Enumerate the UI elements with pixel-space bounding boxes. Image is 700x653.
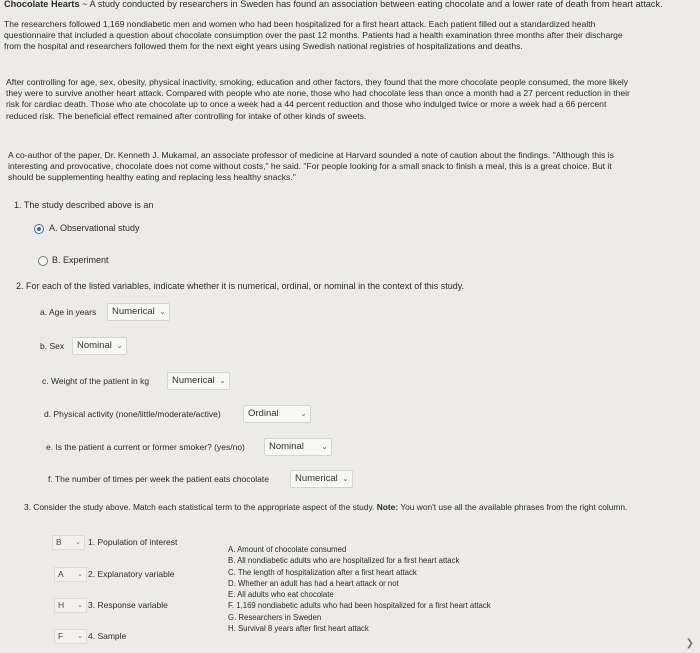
paragraph-line: The researchers followed 1,169 nondiabetic men and women who had been hospitalized for a first heart attack. Each patient filled out a standardized health: [4, 19, 596, 29]
paragraph-line: A co-author of the paper, Dr. Kenneth J. Mukamal, an associate professor of medicine at Harvard sounded a note of caution about the findings. "Although this is: [8, 150, 614, 160]
paragraph-line: reduced risk. The beneficial effect remained after controlling for intake of other kinds of sweets.: [6, 110, 367, 121]
variable-c-select[interactable]: [167, 372, 230, 390]
variable-d-label: d. Physical activity (none/little/moderate/active): [44, 409, 221, 419]
paragraph-line: from the hospital and researchers followed them for the next eight years using Swedish national registries of hospitalizations and deaths.: [4, 41, 523, 52]
paragraph-3: [8, 150, 614, 184]
paragraph-2: [6, 77, 630, 122]
select-value: A: [58, 569, 64, 579]
select-value: H: [58, 600, 65, 610]
match-3-select[interactable]: [54, 598, 87, 613]
paragraph-line: they were to survive another heart attack. Compared with people who ate none, those who had chocolate less than once a month had a 27 percent reduction in their: [6, 88, 630, 99]
paragraph-line: After controlling for age, sex, obesity, physical inactivity, smoking, education and other factors, they found that the more chocolate people consumed, the more likely: [6, 77, 629, 87]
scroll-down-icon[interactable]: ❯: [685, 638, 694, 649]
chevron-down-icon: ⌄: [321, 442, 328, 451]
chevron-down-icon: ⌄: [342, 474, 349, 483]
question-1-prompt: 1. The study described above is an: [14, 200, 154, 210]
paragraph-line: should be supplementing healthy eating and replacing less healthy snacks.": [8, 172, 296, 183]
variable-f-select[interactable]: [290, 470, 353, 488]
variable-f-label: f. The number of times per week the patient eats chocolate: [48, 474, 269, 484]
choice-item: C. The length of hospitalization after a first heart attack: [228, 567, 417, 577]
select-value: B: [56, 537, 62, 547]
select-value: Nominal: [269, 441, 304, 452]
chevron-down-icon: ⌄: [300, 409, 307, 418]
chevron-down-icon: ⌄: [77, 602, 83, 609]
choice-item: H. Survival 8 years after first heart attack: [228, 624, 369, 634]
option-b-label[interactable]: B. Experiment: [52, 255, 109, 265]
match-4-select[interactable]: [54, 629, 87, 644]
term-3-label: 3. Response variable: [88, 600, 168, 610]
choice-item: E. All adults who eat chocolate: [228, 590, 334, 600]
match-2-select[interactable]: [54, 567, 87, 582]
chevron-down-icon: ⌄: [77, 633, 83, 640]
variable-a-label: a. Age in years: [40, 307, 97, 317]
choice-item: B. All nondiabetic adults who are hospitalized for a first heart attack: [228, 556, 460, 566]
select-value: Numerical: [295, 473, 338, 484]
select-value: Ordinal: [248, 408, 279, 419]
variable-e-label: e. Is the patient a current or former smoker? (yes/no): [46, 442, 245, 452]
select-value: F: [58, 631, 64, 641]
paragraph-1: [4, 19, 623, 53]
paragraph-line: questionnaire that included a question about chocolate consumption over the past 12 months. Patients had a health examination three months after their discharge: [4, 30, 623, 41]
select-value: Numerical: [112, 306, 155, 317]
chevron-down-icon: ⌄: [77, 571, 83, 578]
term-1-label: 1. Population of interest: [88, 537, 178, 547]
note-label: Note:: [376, 502, 399, 512]
passage-title-line: [4, 0, 663, 10]
chevron-down-icon: ⌄: [159, 307, 166, 316]
variable-a-select[interactable]: [107, 303, 170, 321]
option-a-radio[interactable]: [34, 224, 44, 234]
variable-e-select[interactable]: [264, 438, 332, 456]
choice-item: G. Researchers in Sweden: [228, 612, 322, 622]
chevron-down-icon: ⌄: [219, 376, 226, 385]
question-2-prompt: 2. For each of the listed variables, indicate whether it is numerical, ordinal, or nominal in the context of this study.: [16, 281, 465, 291]
choice-item: D. Whether an adult has had a heart attack or not: [228, 578, 399, 588]
choice-item: A. Amount of chocolate consumed: [228, 545, 347, 554]
select-value: Numerical: [172, 375, 215, 386]
passage-intro: ~ A study conducted by researchers in Sweden has found an association between eating chocolate and a lower rate of death from heart attack.: [82, 0, 663, 9]
paragraph-line: risk for cardiac death. Those who ate chocolate up to once a week had a 44 percent reduction and those who indulged twice or more a week had a 66 percent: [6, 99, 607, 110]
term-2-label: 2. Explanatory variable: [88, 569, 175, 579]
option-a-label[interactable]: A. Observational study: [49, 223, 140, 233]
variable-b-label: b. Sex: [40, 341, 65, 351]
question-3-prompt: [24, 502, 627, 512]
match-1-select[interactable]: [52, 535, 85, 550]
select-value: Nominal: [77, 340, 112, 351]
paragraph-line: interesting and provocative, chocolate does not come without costs," he said. "For people looking for a small snack to finish a meal, this is a great choice. But it: [8, 161, 612, 172]
choices-list: [228, 544, 491, 634]
passage-title: Chocolate Hearts: [4, 0, 80, 9]
variable-b-select[interactable]: [72, 337, 127, 355]
note-text: You won't use all the available phrases from the right column.: [400, 502, 628, 512]
question-3-text: 3. Consider the study above. Match each statistical term to the appropriate aspect of the study.: [24, 502, 375, 512]
option-b-radio[interactable]: [38, 256, 48, 266]
variable-c-label: c. Weight of the patient in kg: [42, 376, 150, 386]
choice-item: F. 1,169 nondiabetic adults who had been hospitalized for a first heart attack: [228, 601, 491, 611]
term-4-label: 4. Sample: [88, 631, 127, 641]
chevron-down-icon: ⌄: [116, 341, 123, 350]
variable-d-select[interactable]: [243, 405, 311, 423]
chevron-down-icon: ⌄: [75, 539, 81, 546]
